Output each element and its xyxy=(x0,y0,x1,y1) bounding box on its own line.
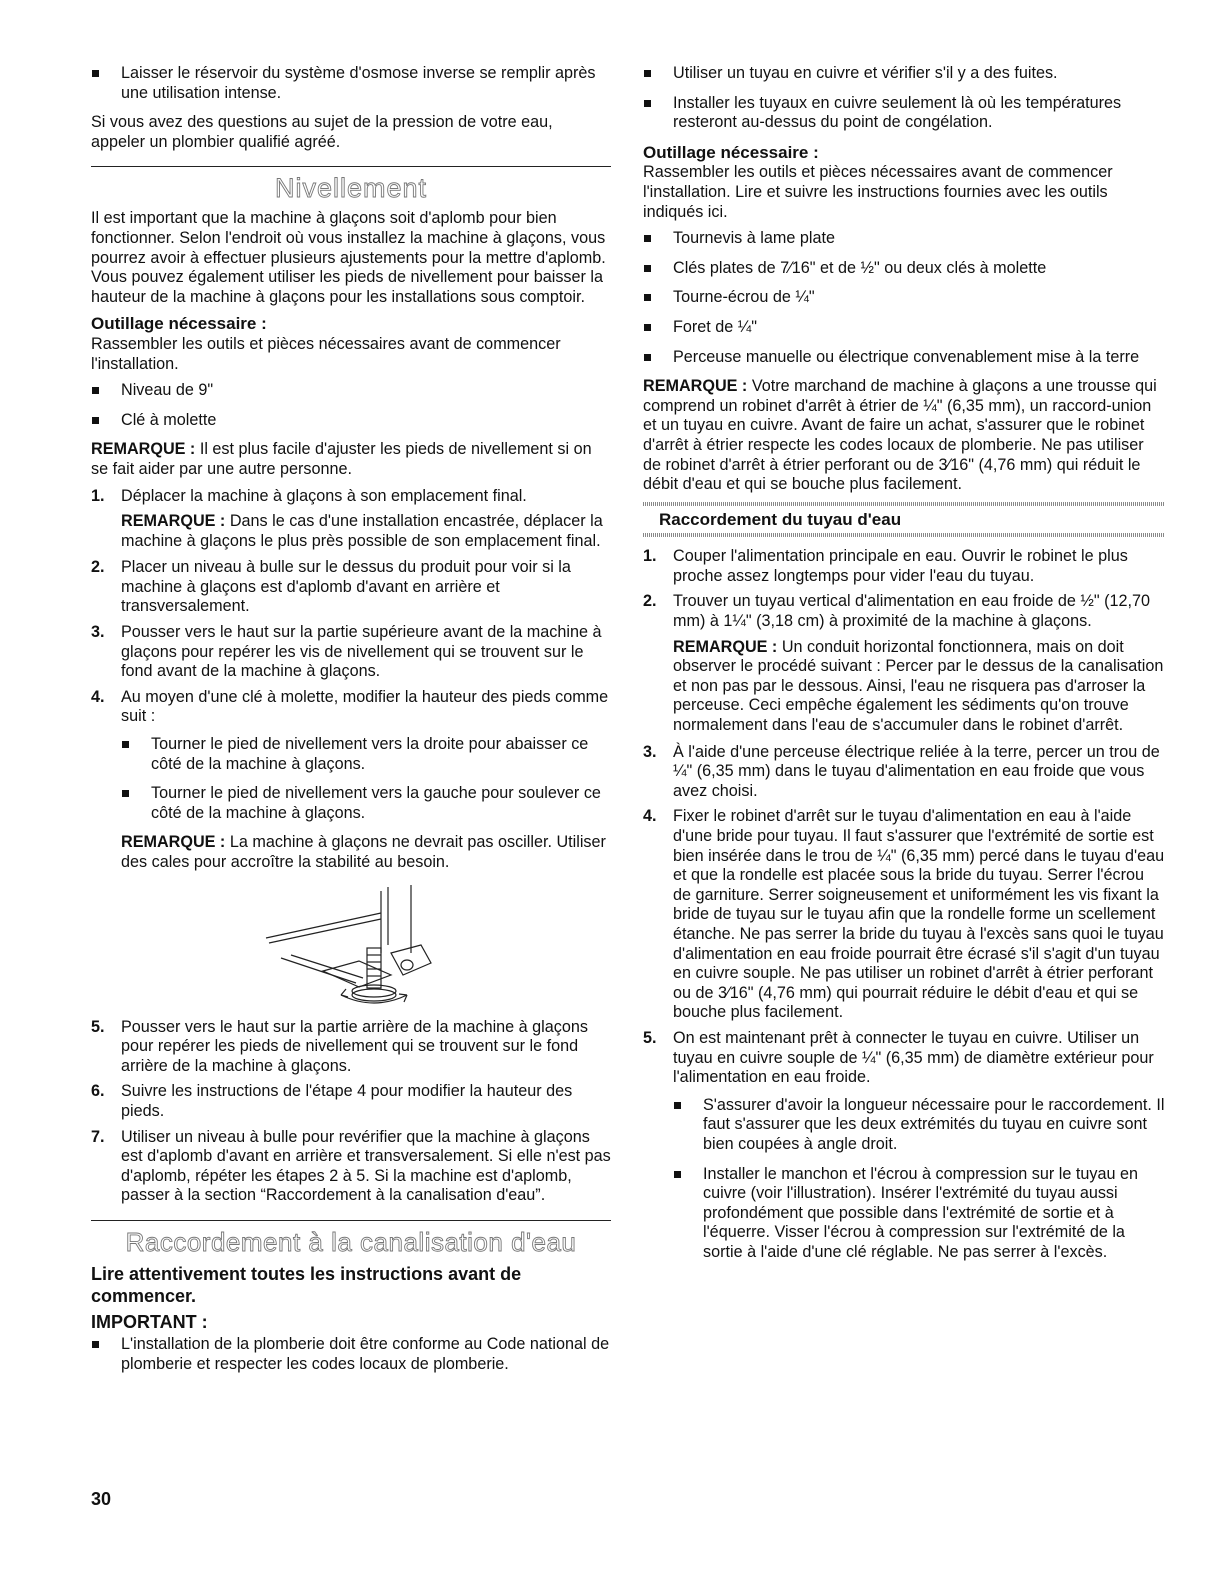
leveling-foot-illustration xyxy=(91,883,611,1008)
step-note-text: Un conduit horizontal fonctionnera, mais on doit observer le procédé suivant : Percer par le dessus de la canalisation et non pas par le dessous. Ainsi, l'eau ne risquera pas d'arroser la perceuse. Ceci empêche également les sédiments qu'on trouve normalement dans l'eau de s'accumuler dans le robinet d'arrêt. xyxy=(673,637,1164,735)
step-text: Trouver un tuyau vertical d'alimentation en eau froide de ½" (12,70 mm) à 1¼" (3,18 cm) à proximité de la machine à glaçons. xyxy=(673,592,1151,631)
left-column xyxy=(91,64,611,1384)
step-number: 3. xyxy=(91,623,105,642)
tool-item: Tourne-écrou de ¼" xyxy=(643,288,1165,308)
step-item xyxy=(643,592,1165,735)
step-note xyxy=(121,833,611,872)
nivellement-title: Nivellement xyxy=(274,173,428,204)
remark xyxy=(91,440,611,479)
step-number: 2. xyxy=(91,558,105,577)
step-bullet: Tourner le pied de nivellement vers la droite pour abaisser ce côté de la machine à glaçons. xyxy=(121,735,611,774)
tools-heading: Outillage nécessaire : xyxy=(643,142,819,162)
tool-item: Clé à molette xyxy=(91,411,611,431)
step-number: 3. xyxy=(643,742,657,761)
step-item xyxy=(91,487,611,552)
step-item xyxy=(91,1128,611,1206)
step-item xyxy=(91,623,611,682)
step-number: 1. xyxy=(643,547,657,566)
tool-item: Perceuse manuelle ou électrique convenablement mise à la terre xyxy=(643,348,1165,368)
tool-item: Niveau de 9" xyxy=(91,381,611,401)
remark-text: Votre marchand de machine à glaçons a une trousse qui comprend un robinet d'arrêt à étrier de ¼" (6,35 mm), un raccord-union et un tuyau en cuivre. Avant de faire un achat, s'assurer que le robinet d'arrêt à étrier respecte les codes locaux de plomberie. Ne pas utiliser de robinet d'arrêt à étrier perforant ou de 3⁄16" (4,76 mm) qui réduit le débit d'eau et qui se bouche plus facilement. xyxy=(643,377,1157,494)
step-note-text: La machine à glaçons ne devrait pas osciller. Utiliser des cales pour accroître la stabilité au besoin. xyxy=(121,833,606,871)
step-item xyxy=(91,1018,611,1077)
step-text: Fixer le robinet d'arrêt sur le tuyau d'alimentation en eau à l'aide d'une bride pour tuyau. Il faut s'assurer que l'extrémité de sortie est bien insérée dans le trou de ¼" (6,35 mm) percé dans le tuyau d'eau et que la rondelle est placée sous la bride du tuyau. Serrer l'écrou de garniture. Serrer soigneusement et uniformément les vis fixant la bride de tuyau sur le tuyau afin que la rondelle forme un scellement étanche. Ne pas serrer la bride du tuyau à l'excès sans quoi le tuyau d'alimentation en eau froide pourrait être écrasé s'il s'agit d'un tuyau en cuivre souple. Ne pas utiliser un robinet d'arrêt à étrier perforant ou de 3⁄16" (4,76 mm) qui pourrait réduire le débit d'eau et qui se bouche plus facilement. xyxy=(673,807,1165,1022)
step-item xyxy=(643,743,1165,802)
subsection-divider xyxy=(643,502,1165,506)
step-number: 5. xyxy=(91,1017,105,1036)
tools-paragraph: Rassembler les outils et pièces nécessaires avant de commencer l'installation. Lire et suivre les instructions fournies avec les outils indiqués ici. xyxy=(643,163,1113,221)
step-bullet: S'assurer d'avoir la longueur nécessaire pour le raccordement. Il faut s'assurer que les deux extrémités du tuyau en cuivre sont bien coupées à angle droit. xyxy=(673,1096,1165,1155)
remark-label: REMARQUE : xyxy=(673,637,778,656)
step-text: Pousser vers le haut sur la partie arrière de la machine à glaçons pour repérer les pieds de nivellement qui se trouvent sur le fond arrière de la machine à glaçons. xyxy=(121,1017,588,1075)
step-bullet: Installer le manchon et l'écrou à compression sur le tuyau en cuivre (voir l'illustration). Insérer l'extrémité du tuyau aussi profondément que possible dans l'extrémité de sortie et à l'équerre. Visser l'écrou à compression sur l'extrémité de la sortie à l'aide d'une clé réglable. Ne pas serrer à l'excès. xyxy=(673,1165,1165,1263)
tools-heading: Outillage nécessaire : xyxy=(91,314,267,334)
step-note xyxy=(673,638,1165,736)
step-note xyxy=(121,512,611,551)
tool-item: Clés plates de 7⁄16" et de ½" ou deux clés à molette xyxy=(643,259,1165,279)
remark-label: REMARQUE : xyxy=(121,512,226,531)
tool-item: Tournevis à lame plate xyxy=(643,229,1165,249)
subsection-divider xyxy=(643,533,1165,537)
nivellement-paragraph: Il est important que la machine à glaçons soit d'aplomb pour bien fonctionner. Selon l'endroit où vous installez la machine à glaçons, vous pourrez avoir à effectuer plusieurs ajustements pour la mettre d'aplomb. Vous pouvez également utiliser les pieds de nivellement pour baisser la hauteur de la machine à glaçons pour les installations sous comptoir. xyxy=(91,209,606,306)
subsection-title: Raccordement du tuyau d'eau xyxy=(659,509,902,529)
important-bullet: L'installation de la plomberie doit être conforme au Code national de plomberie et respecter les codes locaux de plomberie. xyxy=(91,1335,611,1374)
read-instructions-heading: Lire attentivement toutes les instructions avant de commencer. xyxy=(91,1263,522,1306)
step-text: Au moyen d'une clé à molette, modifier la hauteur des pieds comme suit : xyxy=(121,687,609,726)
step-text: Suivre les instructions de l'étape 4 pour modifier la hauteur des pieds. xyxy=(121,1082,573,1120)
leveling-foot-drawing xyxy=(91,883,611,1008)
remark-label: REMARQUE : xyxy=(643,377,748,396)
step-item xyxy=(643,547,1165,586)
section-divider xyxy=(91,1220,611,1221)
step-text: Placer un niveau à bulle sur le dessus du produit pour voir si la machine à glaçons est d'aplomb d'avant en arrière et transversalement. xyxy=(121,558,571,616)
step-number: 4. xyxy=(91,687,105,706)
step-note-text: Dans le cas d'une installation encastrée, déplacer la machine à glaçons le plus près possible de son emplacement final. xyxy=(121,512,603,550)
remark-label: REMARQUE : xyxy=(121,833,226,852)
step-number: 2. xyxy=(643,592,657,611)
step-text: On est maintenant prêt à connecter le tuyau en cuivre. Utiliser un tuyau en cuivre souple de ¼" (6,35 mm) de diamètre extérieur pour l'alimentation en eau froide. xyxy=(673,1028,1154,1087)
remark xyxy=(643,377,1165,495)
top-bullet: Installer les tuyaux en cuivre seulement là où les températures resteront au-dessus du point de congélation. xyxy=(643,94,1165,133)
page-number: 30 xyxy=(91,1489,112,1509)
step-item xyxy=(643,1029,1165,1263)
step-number: 6. xyxy=(91,1082,105,1101)
tool-item: Foret de ¼" xyxy=(643,318,1165,338)
step-number: 7. xyxy=(91,1127,105,1146)
step-number: 1. xyxy=(91,486,105,505)
step-text: Couper l'alimentation principale en eau. Ouvrir le robinet le plus proche assez longtemps pour vider l'eau du tuyau. xyxy=(673,547,1128,585)
tools-paragraph: Rassembler les outils et pièces nécessaires avant de commencer l'installation. xyxy=(91,334,561,373)
step-text: Utiliser un niveau à bulle pour revérifier que la machine à glaçons est d'aplomb d'avant en arrière et transversalement. Si elle n'est pas d'aplomb, répéter les étapes 2 à 5. Si la machine est d'aplomb, passer à la section “Raccordement à la canalisation d'eau”. xyxy=(121,1127,611,1205)
step-text: À l'aide d'une perceuse électrique reliée à la terre, percer un trou de ¼" (6,35 mm) dans le tuyau d'alimentation en eau froide que vous avez choisi. xyxy=(673,742,1160,800)
important-heading: IMPORTANT : xyxy=(91,1311,208,1332)
right-column xyxy=(643,64,1165,1272)
remark-text: Il est plus facile d'ajuster les pieds de nivellement si on se fait aider par une autre personne. xyxy=(91,440,592,478)
step-item xyxy=(643,807,1165,1023)
step-item xyxy=(91,688,611,873)
step-item xyxy=(91,1082,611,1121)
step-number: 5. xyxy=(643,1028,657,1047)
remark-label: REMARQUE : xyxy=(91,440,196,459)
intro-paragraph: Si vous avez des questions au sujet de la pression de votre eau, appeler un plombier qualifié agréé. xyxy=(91,113,553,151)
top-bullet: Utiliser un tuyau en cuivre et vérifier s'il y a des fuites. xyxy=(643,64,1165,84)
step-text: Déplacer la machine à glaçons à son emplacement final. xyxy=(121,486,527,505)
step-item xyxy=(91,558,611,617)
section-divider xyxy=(91,166,611,167)
intro-bullet: Laisser le réservoir du système d'osmose inverse se remplir après une utilisation intense. xyxy=(91,64,611,103)
raccordement-title: Raccordement à la canalisation d'eau xyxy=(125,1226,577,1257)
step-number: 4. xyxy=(643,807,657,826)
step-bullet: Tourner le pied de nivellement vers la gauche pour soulever ce côté de la machine à glaçons. xyxy=(121,784,611,823)
step-text: Pousser vers le haut sur la partie supérieure avant de la machine à glaçons pour repérer les vis de nivellement qui se trouvent sur le fond avant de la machine à glaçons. xyxy=(121,623,602,681)
